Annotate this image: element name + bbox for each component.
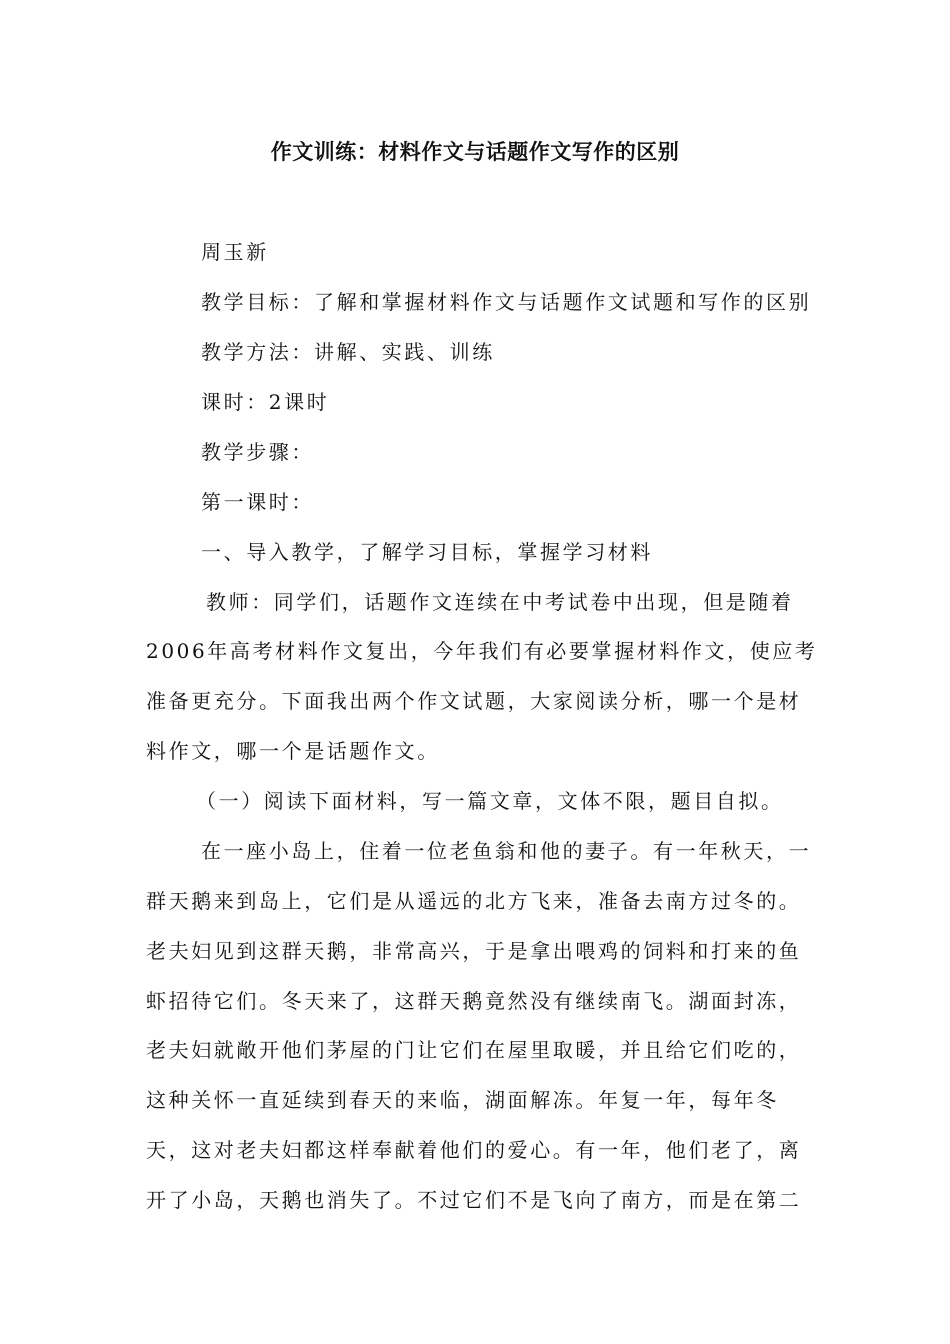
prompt-line: （一）阅读下面材料，写一篇文章，文体不限，题目自拟。 — [196, 789, 784, 813]
document-title: 作文训练：材料作文与话题作文写作的区别 — [270, 140, 680, 164]
story-line: 天，这对老夫妇都这样奉献着他们的爱心。有一年，他们老了，离 — [146, 1138, 802, 1162]
story-line: 群天鹅来到岛上，它们是从遥远的北方飞来，准备去南方过冬的。 — [146, 889, 802, 913]
story-line: 老夫妇见到这群天鹅，非常高兴，于是拿出喂鸡的饲料和打来的鱼 — [146, 939, 802, 963]
paragraph-line: 料作文，哪一个是话题作文。 — [146, 739, 440, 763]
paragraph-line: 2006年高考材料作文复出，今年我们有必要掌握材料作文，使应考 — [146, 639, 818, 663]
author-line: 周玉新 — [201, 240, 269, 264]
story-line: 老夫妇就敞开他们茅屋的门让它们在屋里取暖，并且给它们吃的， — [146, 1038, 802, 1062]
steps-line: 教学步骤： — [201, 440, 314, 464]
hours-line: 课时：2课时 — [201, 390, 330, 414]
lesson-line: 第一课时： — [201, 490, 314, 514]
method-line: 教学方法：讲解、实践、训练 — [201, 340, 495, 364]
paragraph-line: 准备更充分。下面我出两个作文试题，大家阅读分析，哪一个是材 — [146, 689, 802, 713]
story-line: 开了小岛，天鹅也消失了。不过它们不是飞向了南方，而是在第二 — [146, 1188, 802, 1212]
objective-line: 教学目标：了解和掌握材料作文与话题作文试题和写作的区别 — [201, 290, 812, 314]
story-line: 在一座小岛上，住着一位老鱼翁和他的妻子。有一年秋天，一 — [201, 839, 812, 863]
section-heading: 一、导入教学，了解学习目标，掌握学习材料 — [201, 540, 653, 564]
story-line: 虾招待它们。冬天来了，这群天鹅竟然没有继续南飞。湖面封冻， — [146, 989, 802, 1013]
paragraph-line: 教师：同学们，话题作文连续在中考试卷中出现，但是随着 — [206, 590, 794, 614]
story-line: 这种关怀一直延续到春天的来临，湖面解冻。年复一年，每年冬 — [146, 1088, 779, 1112]
